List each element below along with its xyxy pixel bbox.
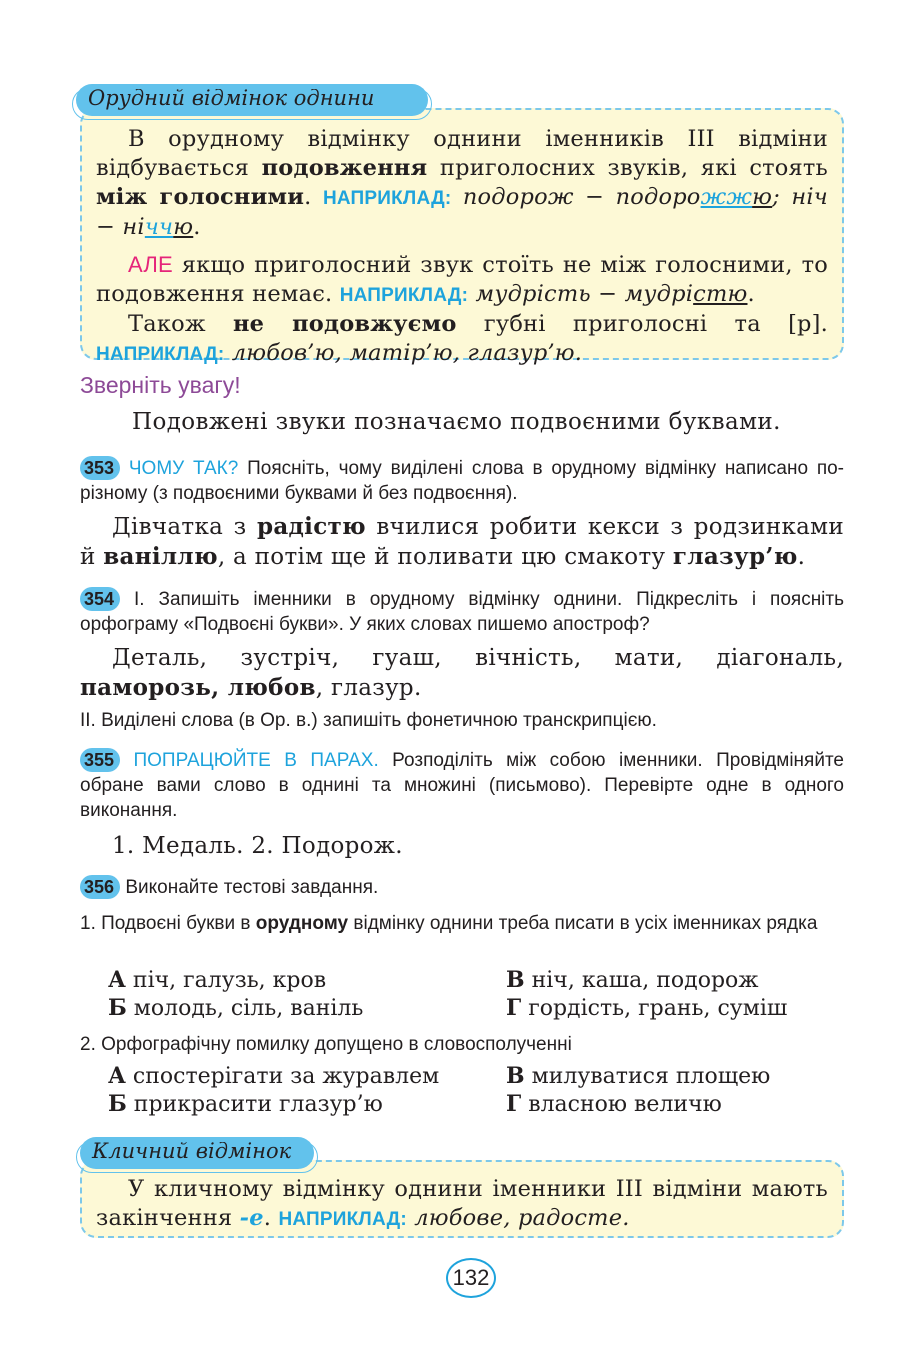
q2-option-d: Г власною величю xyxy=(506,1091,722,1117)
q1-option-b: Б молодь, сіль, ваніль xyxy=(108,995,364,1021)
q2-option-b: Б прикрасити глазур’ю xyxy=(108,1091,383,1117)
exercise-number-353: 353 xyxy=(80,456,120,480)
exercise-354-task-2: ІІ. Виділені слова (в Ор. в.) запишіть фонетичною транскрипцією. xyxy=(80,710,657,731)
instrumental-heading: Орудний відмінок однини xyxy=(76,84,428,116)
vocative-rule-text: У кличному відмінку однини іменники III відміни мають закінчення -е. НАПРИКЛАД: любове, радосте. xyxy=(96,1176,828,1231)
exercise-number-355: 355 xyxy=(80,748,120,772)
exercise-355-task: 355 ПОПРАЦЮЙТЕ В ПАРАХ. Розподіліть між собою іменники. Провідміняйте обране вами слово в однині та множині (письмово). Перевірте одне в одного виконання. xyxy=(80,750,844,821)
exercise-354-words: Деталь, зустріч, гуаш, вічність, мати, діагональ, паморозь, любов, глазур. xyxy=(80,645,844,701)
exercise-353-task: 353 ЧОМУ ТАК? Поясніть, чому виділені слова в орудному відмінку написано по-різному (з подвоєними буквами й без подвоєння). xyxy=(80,458,845,504)
attention-text: Подовжені звуки позначаємо подвоєними буквами. xyxy=(132,409,781,435)
vocative-heading: Кличний відмінок xyxy=(80,1137,314,1169)
exercise-number-354: 354 xyxy=(80,587,120,611)
attention-heading: Зверніть увагу! xyxy=(80,372,241,398)
q1-option-a: А піч, галузь, кров xyxy=(108,967,327,993)
rule-paragraph-2: АЛЕ якщо приголосний звук стоїть не між голосними, то подовження немає. НАПРИКЛАД: мудрість − мудрістю. xyxy=(96,252,828,307)
test-question-2: 2. Орфографічну помилку допущено в словосполученні xyxy=(80,1034,572,1055)
q2-option-c: В милуватися площею xyxy=(506,1063,771,1089)
exercise-number-356: 356 xyxy=(80,875,120,899)
q1-option-c: В ніч, каша, подорож xyxy=(506,967,759,993)
page-number: 132 xyxy=(446,1258,496,1298)
q1-option-d: Г гордість, грань, суміш xyxy=(506,995,788,1021)
exercise-356-task: 356 Виконайте тестові завдання. xyxy=(80,875,844,900)
exercise-354-task: 354 І. Запишіть іменники в орудному відмінку однини. Підкресліть і поясніть орфограму «Подвоєні букви». У яких словах пишемо апостроф? xyxy=(80,589,845,635)
q2-option-a: А спостерігати за журавлем xyxy=(108,1063,440,1089)
rule-paragraph-1: В орудному відмінку однини іменників III відміни відбувається подовження приголосних звуків, які стоять між голосними. НАПРИКЛАД: подорож − подорожжю; ніч − ніччю. xyxy=(96,126,829,240)
rule-paragraph-3: Також не подовжуємо губні приголосні та [р]. НАПРИКЛАД: любов’ю, матір’ю, глазур’ю. xyxy=(96,311,828,366)
exercise-353-text: Дівчатка з радістю вчилися робити кекси з родзинками й ваніллю, а потім ще й поливати цю смакоту глазур’ю. xyxy=(80,513,844,570)
test-question-1: 1. Подвоєні букви в орудному відмінку однини треба писати в усіх іменниках рядка xyxy=(80,913,818,934)
instrumental-rule-text xyxy=(96,125,828,369)
exercise-355-words: 1. Медаль. 2. Подорож. xyxy=(112,833,403,859)
